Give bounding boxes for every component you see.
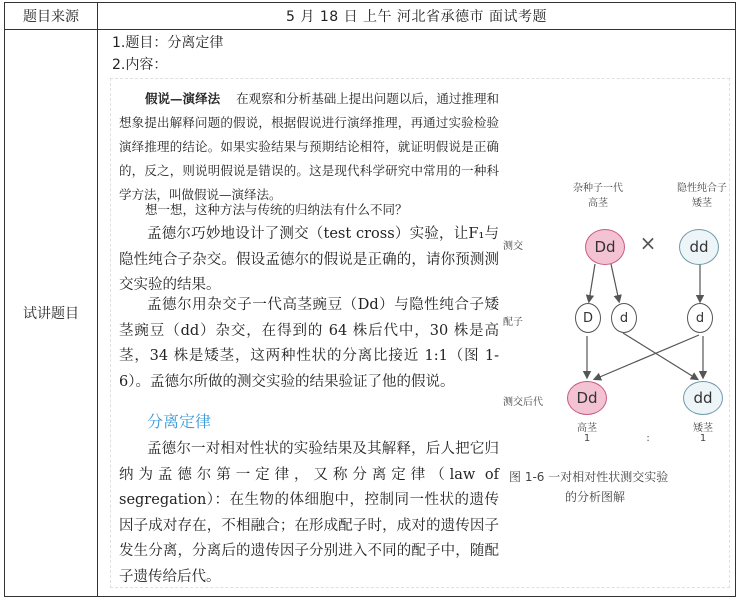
arrow-dd-to-gamete-d-upper xyxy=(589,264,595,301)
row-label-gamete: 配子 xyxy=(503,317,523,328)
content-line: 2.内容： xyxy=(112,57,168,73)
label-recessive-line1: 隐性纯合子 xyxy=(677,183,727,194)
header-exam-title-text: 5 月 18 日 上午 河北省承德市 面试考题 xyxy=(286,9,547,25)
testcross-diagram xyxy=(503,149,733,539)
gamete-d-recessive-text: d xyxy=(695,310,705,326)
section-title-segregation-law: 分离定律 xyxy=(147,412,212,431)
offspring-dd-text: dd xyxy=(693,389,713,407)
content-cell xyxy=(97,29,736,597)
label-recessive-line2: 矮茎 xyxy=(692,198,712,209)
cross-sign: × xyxy=(639,231,657,255)
label-hybrid-line1: 杂种子一代 xyxy=(573,183,623,194)
topic-line: 1.题目：分离定律 xyxy=(112,35,224,51)
offspring-tall-label: 高茎 xyxy=(577,423,597,434)
header-exam-title xyxy=(97,2,736,30)
header-source-label-text: 题目来源 xyxy=(23,9,79,25)
paragraph-segregation-law: 孟德尔一对相对性状的实验结果及其解释，后人把它归纳为孟德尔第一定律，又称分离定律（law of segregation）：在生物的体细胞中，控制同一性状的遗传因子成对存在，不相融合；在形成配子时，成对的遗传因子发生分离，分离后的遗传因子分别进入不同的配子中，随配子遗传给后代。 xyxy=(119,441,499,585)
term-hypothesis-deduction: 假说—演绎法 xyxy=(145,91,221,106)
parent-Dd-text: Dd xyxy=(594,238,616,256)
gamete-d-circle xyxy=(611,303,637,333)
arrow-dd-to-gamete-d-lower xyxy=(611,264,619,301)
gamete-d-text: d xyxy=(619,310,629,326)
parent-dd-text: dd xyxy=(689,238,709,256)
parent-Dd-circle xyxy=(585,229,625,265)
gamete-D-text: D xyxy=(582,310,593,326)
parent-dd-circle xyxy=(679,229,719,265)
gamete-d-recessive-circle xyxy=(687,303,713,333)
offspring-Dd-circle xyxy=(567,381,607,415)
label-hybrid-line2: 高茎 xyxy=(588,198,608,209)
arrow-recessive-gamete-to-Dd xyxy=(595,335,699,379)
ratio-value-1: 1 xyxy=(583,433,591,444)
paragraph-testcross-design: 孟德尔巧妙地设计了测交（test cross）实验，让F₁与隐性纯合子杂交。假设孟德尔的假说是正确的，请你预测测交实验的结果。 xyxy=(119,226,499,293)
gamete-D-circle xyxy=(575,303,601,333)
paragraph-think: 想一想，这种方法与传统的归纳法有什么不同？ xyxy=(145,202,408,217)
offspring-dwarf-label: 矮茎 xyxy=(693,423,713,434)
row-label-text: 试讲题目 xyxy=(23,306,79,322)
paragraph-testcross-result: 孟德尔用杂交子一代高茎豌豆（Dd）与隐性纯合子矮茎豌豆（dd）杂交，在得到的 64 株后代中，30 株是高茎，34 株是矮茎，这两种性状的分离比接近 1:1（图 1-6）。孟德尔所做的测交实验的结果验证了他的假说。 xyxy=(119,297,499,390)
figure-caption-line1: 图 1-6 一对相对性状测交实验 xyxy=(509,470,669,484)
row-label-lecture-topic xyxy=(4,29,98,597)
ratio-separator: : xyxy=(646,433,650,444)
ratio-value-2: 1 xyxy=(699,433,707,444)
textbook-excerpt xyxy=(110,78,730,588)
paragraph-hypothesis-deduction xyxy=(119,87,499,207)
row-label-offspring: 测交后代 xyxy=(503,397,543,408)
figure-caption-line2: 的分析图解 xyxy=(565,490,626,504)
row-label-testcross: 测交 xyxy=(503,241,523,252)
offspring-Dd-text: Dd xyxy=(576,389,598,407)
offspring-dd-circle xyxy=(683,381,723,415)
hypothesis-body: 在观察和分析基础上提出问题以后，通过推理和想象提出解释问题的假说，根据假说进行演绎推理，再通过实验检验演绎推理的结论。如果实验结果与预期结论相符，就证明假说是正确的，反之，则说明假说是错误的。这是现代科学研究中常用的一种科学方法，叫做假说—演绎法。 xyxy=(119,91,499,202)
header-source-label xyxy=(4,2,98,30)
